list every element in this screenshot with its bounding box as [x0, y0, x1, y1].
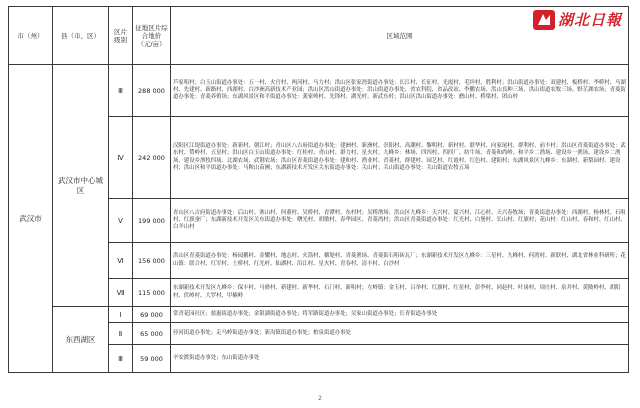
- district-cell-east: 东西湖区: [53, 307, 109, 373]
- price-cell: 65 000: [133, 323, 171, 345]
- header-price: 征地区片综合地价（元/亩）: [133, 7, 171, 65]
- newspaper-logo-text: 湖北日報: [557, 11, 622, 29]
- newspaper-logo: [533, 9, 622, 31]
- level-cell: Ⅴ: [109, 199, 133, 243]
- level-cell: Ⅵ: [109, 243, 133, 279]
- level-cell: Ⅳ: [109, 117, 133, 199]
- table-row: [9, 65, 629, 117]
- area-cell: 常青花园社区；慈惠街道办事处；金银湖街道办事处；将军路街道办事处；吴家山街道办事处；长青街道办事处: [171, 307, 629, 323]
- price-cell: 59 000: [133, 345, 171, 373]
- newspaper-logo-icon: [533, 10, 555, 30]
- table-row: [9, 307, 629, 323]
- header-city: 市（州）: [9, 7, 53, 65]
- price-cell: 115 000: [133, 279, 171, 307]
- table-header-row: [9, 7, 629, 65]
- district-cell-central: 武汉市中心城区: [53, 65, 109, 307]
- area-cell: 青山区八吉府街道办事处：后山村、寨山村、何董村、吴桥村、青潭村、东村村；吴桥渔场；洪山区九峰乡：天兴村、夏兴村、江心村、天兴春牧场；青菱街道办事处：西湖村、杨林村、石咀村、红旗蚕厂；东湖新技术开发区关东街道办事处：曙光村、胡敏村、春华园区、青菱湾村；洪山区青菱街道办事处：红光村、白堡村、长山村、红旗村；花山村：红山村、春和村、红山村、白羊山村: [171, 199, 629, 243]
- price-cell: 156 000: [133, 243, 171, 279]
- level-cell: Ⅲ: [109, 345, 133, 373]
- area-cell: 东湖新技术开发区九峰乡：保丰村、马驿村、新建村、新华村、石门村、新咀村；左岭镇：金玉村、吕举村、红旗村、红星村、彭李村、同赵村、叶岗村、周庄村、泉井村、黄陂岭村、胡阳村、伏岭村、大罗村、甲楠岭: [171, 279, 629, 307]
- level-cell: Ⅲ: [109, 65, 133, 117]
- level-cell: Ⅶ: [109, 279, 133, 307]
- level-cell: Ⅱ: [109, 323, 133, 345]
- city-cell: 武汉市: [9, 65, 53, 373]
- page-number: 2: [318, 395, 322, 402]
- area-cell: 洪山区青菱街道办事处：杨园鹅村、金耀村、地志村、火箭村、横堤村、青菱渔场、青菱街石咀砖瓦厂；东湖新技术开发区九峰乡：三星村、九峰村、何湾村、新联村、湖北省林业科研所；花山镇：联合村、红军村、土桥村、红光村、仙湖村、沿江村、星火村、青春村、清丰村、白沙村: [171, 243, 629, 279]
- price-cell: 288 000: [133, 65, 171, 117]
- price-cell: 242 000: [133, 117, 171, 199]
- price-cell: 199 000: [133, 199, 171, 243]
- area-cell: 径河街道办事处；走马岭街道办事处；新沟镇街道办事处；柏泉街道办事处: [171, 323, 629, 345]
- area-cell: 辛安渡街道办事处；东山街道办事处: [171, 345, 629, 373]
- header-level: 区片级别: [109, 7, 133, 65]
- area-cell: 汉阳区江堤街道办事处：新新村、朝江村；青山区八吉府街道办事处：建洲村、新洲村、崇阳村、高潮村、黎明村、新村村、联华村、向家尾村、群利村、前丰村；洪山区青菱街道办事处：武东村、赞岭村、五星村；洪山区白玉山街道办事处：红桂村、青山村、群力村、星火村、九峰乡：林场、四四村、四四厂、纺牛场、青菱和尚岭、和平乡二渔场、建设乡一渔场、建设乡二渔场、建设乡渔牧四场、北湖农场、武钢农场；洪山区青菱街道办事处：建和村、渔业村、青菱村、群建村、园艺村、红霞村、红色村、建阳村；东湖风景区九峰乡：东湖村、新梨园村、建设村；洪山区和平街道办事处：马鞍山苗圃；东湖新技术开发区关东街道办事处：关山村；关山街道办事处：关山街道农牧五场: [171, 117, 629, 199]
- land-price-table: [8, 6, 629, 373]
- header-district: 县（市、区）: [53, 7, 109, 65]
- price-cell: 69 000: [133, 307, 171, 323]
- header-area-label: 区域范围: [386, 31, 413, 40]
- header-area: [171, 7, 629, 65]
- area-cell: 芦家咀村；白玉山街道办事处：五一村、火官村、两河村、马力村；洪山区张家湾街道办事处：长江村、长征村、光霞村、毛坦村、胜利村；洪山街道办事处：双建村、板桥村、李桥村、马湖村、先建村、新路村、西湖村、白沙洲高新技术产业园；洪山区洪山街道办事处：洪山街道办事处、省农科院、省品改站、李鹏农场、洪山良种三场、洪山街道农牧三场、野芷湖农场；青菱街道办事处：青菱养殖场；东湖风景区和平街道办事处：龚家岭村、先锋村、湖光村、新武东村；洪山区洪山街道办事处：磨山村、桥梁村、团山村: [171, 65, 629, 117]
- level-cell: Ⅰ: [109, 307, 133, 323]
